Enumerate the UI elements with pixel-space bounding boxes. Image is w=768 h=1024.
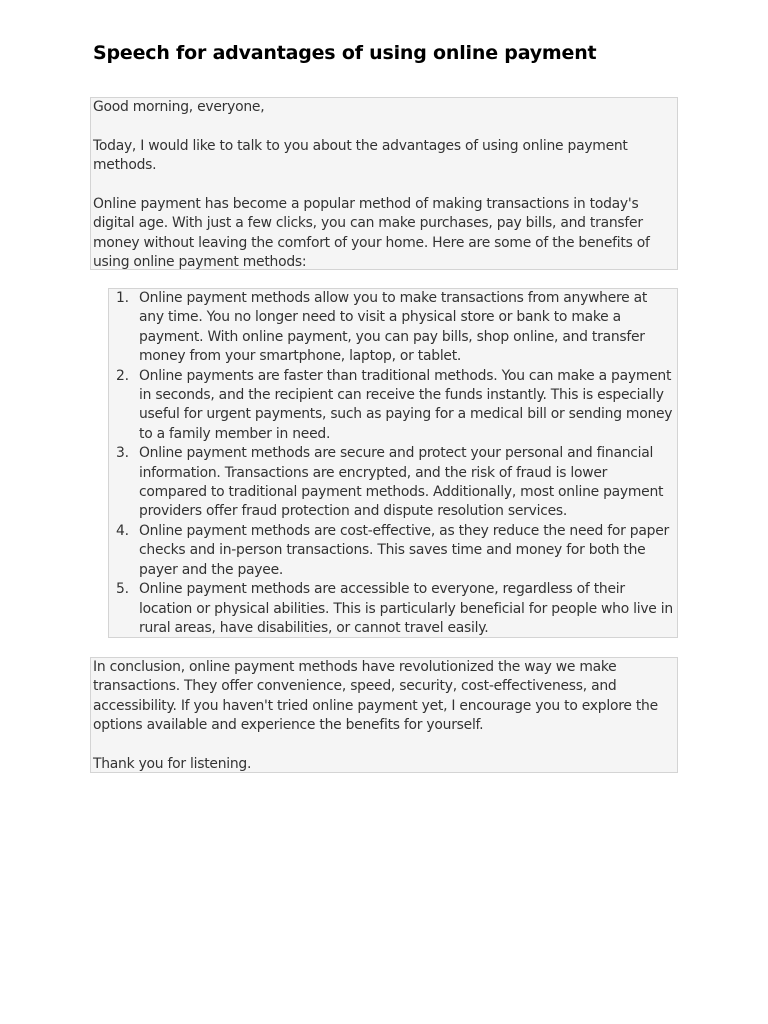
page-title: Speech for advantages of using online payment [93,42,597,64]
list-item-text: Online payment methods are accessible to everyone, regardless of their location or physical abilities. This is particularly beneficial for people who live in rural areas, have disabilities, or cannot travel easily. [139,581,673,636]
list-item-number: 1. [116,290,129,306]
list-item [109,289,677,367]
opening-paragraph: Today, I would like to talk to you about the advantages of using online payment methods. [93,137,628,174]
list-item [109,367,677,445]
context-paragraph: Online payment has become a popular method of making transactions in today's digital age. With just a few clicks, you can make purchases, pay bills, and transfer money without leaving the comfort of your home. Here are some of the benefits of using online payment methods: [93,196,650,271]
closing-paragraph: Thank you for listening. [93,756,252,773]
list-item [109,580,677,638]
intro-block [90,97,678,270]
list-item-number: 5. [116,581,129,598]
benefits-block [108,288,678,638]
list-item-text: Online payments are faster than traditional methods. You can make a payment in seconds, and the recipient can receive the funds instantly. This is especially useful for urgent payments, such as paying for a medical bill or sending money to a family member in need. [139,367,673,442]
benefits-list [109,289,677,638]
conclusion-paragraph: In conclusion, online payment methods have revolutionized the way we make transactions. They offer convenience, speed, security, cost-effectiveness, and accessibility. If you haven't tried online payment yet, I encourage you to explore the options available and experience the benefits for yourself. [93,659,658,734]
list-item [109,522,677,580]
list-item [109,444,677,522]
list-item-number: 3. [116,445,129,462]
list-item-text: Online payment methods are cost-effective, as they reduce the need for paper checks and in-person transactions. This saves time and money for both the payer and the payee. [139,522,669,578]
greeting-paragraph: Good morning, everyone, [93,99,265,115]
list-item-text: Online payment methods are secure and protect your personal and financial information. Transactions are encrypted, and the risk of fraud is lower compared to traditional payment methods. Additionally, most online payment providers offer fraud protection and dispute resolution services. [139,445,664,520]
list-item-number: 2. [116,367,129,384]
list-item-text: Online payment methods allow you to make transactions from anywhere at any time. You no longer need to visit a physical store or bank to make a payment. With online payment, you can pay bills, shop online, and transfer money from your smartphone, laptop, or tablet. [139,290,648,365]
conclusion-block [90,657,678,773]
list-item-number: 4. [116,522,129,539]
